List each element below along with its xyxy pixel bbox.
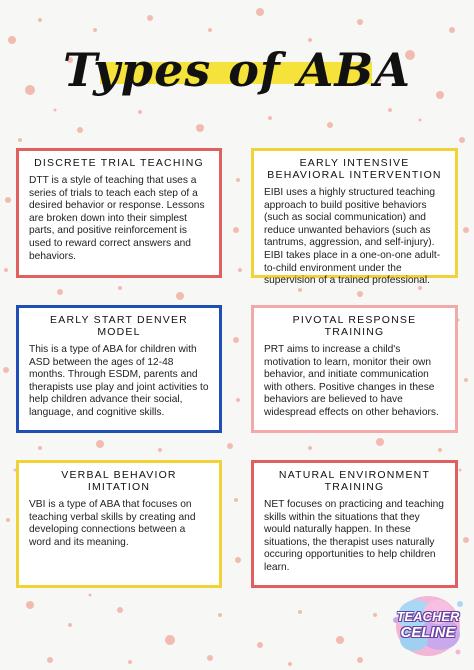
title-block xyxy=(0,38,474,108)
card-heading: VERBAL BEHAVIOR IMITATION xyxy=(61,469,177,493)
card-body: NET focuses on practicing and teaching skills within the situations that they would naturally happen. In these situations, the therapist uses naturally occuring opportunities to help children learn. xyxy=(264,499,444,573)
card-body: DTT is a style of teaching that uses a series of trials to teach each step of a desired behavior or response. Lessons are broken down into their simplest parts, and positive reinforcement is used to reward correct answers and behaviors. xyxy=(29,175,205,262)
card-early-intensive-behavioral-intervention xyxy=(251,148,458,287)
card-pivotal-response-training xyxy=(251,305,458,433)
card-heading: PIVOTAL RESPONSE TRAINING xyxy=(292,314,417,338)
card-heading: EARLY INTENSIVE BEHAVIORAL INTERVENTION xyxy=(267,157,442,181)
card-heading: EARLY START DENVER MODEL xyxy=(50,314,188,338)
card-discrete-trial-teaching xyxy=(16,148,222,278)
teacher-celine-logo xyxy=(390,590,466,662)
logo-line-2: CELINE xyxy=(400,624,456,641)
card-body: This is a type of ABA for children with ASD between the ages of 12-48 months. Through ESDM, parents and therapists use play and joint activities to help children advance their social, language, and cognitive skills. xyxy=(29,344,209,418)
card-heading: DISCRETE TRIAL TEACHING xyxy=(34,157,204,169)
card-verbal-behavior-imitation xyxy=(16,460,222,588)
card-body: PRT aims to increase a child's motivation to learn, monitor their own behavior, and initiate communication with others. Positive changes in these behaviors are believed to have widespread effects on other behaviors. xyxy=(264,344,439,418)
card-body: VBI is a type of ABA that focuses on teaching verbal skills by creating and developing connections between a word and its meaning. xyxy=(29,499,196,548)
card-early-start-denver-model xyxy=(16,305,222,433)
logo-line-1: TEACHER xyxy=(396,609,460,624)
card-body: EIBI uses a highly structured teaching approach to build positive behaviors (such as social communication) and reduce unwanted behaviors (such as tantrums, aggression, and self-injury). EIBI takes place in a one-on-one adult-to-child environment under the supervision of a trained professional. xyxy=(264,187,441,287)
card-natural-environment-training xyxy=(251,460,458,588)
page-title: Types of ABA xyxy=(63,43,411,97)
card-heading: NATURAL ENVIRONMENT TRAINING xyxy=(278,469,431,493)
